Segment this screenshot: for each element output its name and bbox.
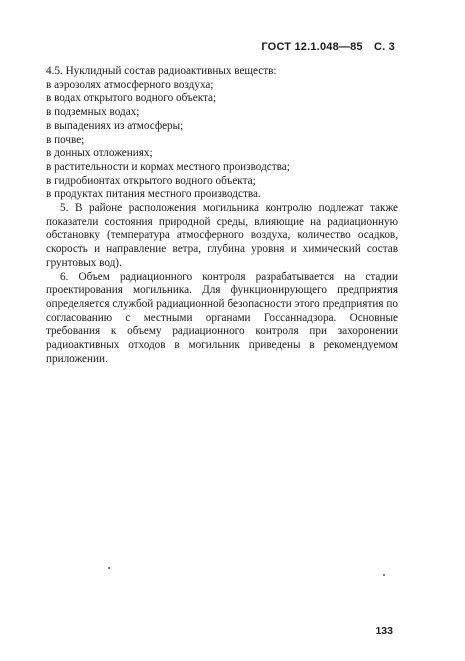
list-item: в растительности и кормах местного производства;: [46, 160, 290, 173]
section-heading: 4.5. Нуклидный состав радиоактивных веществ:: [46, 65, 277, 77]
page-number: 133: [375, 625, 393, 637]
scan-speck: [108, 567, 110, 569]
list-item: в водах открытого водного объекта;: [46, 92, 217, 105]
page-header: [261, 41, 395, 53]
paragraph-5: 5. В районе расположения могильника контролю подлежат также показатели состояния природной среды, влияющие на радиационную обстановку (температура атмосферного воздуха, количество осадков, скорость и направление ветра, глубина уровня и химический состав грунтовых вод).: [46, 202, 398, 269]
document-body: [46, 65, 398, 366]
list-item: в продуктах питания местного производства.: [46, 188, 261, 201]
list-item: в аэрозолях атмосферного воздуха;: [46, 78, 214, 91]
scan-speck: [383, 574, 385, 576]
list-item: в подземных водах;: [46, 106, 140, 119]
list-item: в почве;: [46, 133, 85, 146]
list-item: в гидробионтах открытого водного объекта;: [46, 174, 256, 187]
list-item: в выпадениях из атмосферы;: [46, 119, 184, 132]
paragraph-6: 6. Объем радиационного контроля разрабатывается на стадии проектирования могильника. Для функционирующего предприятия определяется службой радиационной безопасности этого предприятия по согласованию с местными органами Госсаннадзора. Основные требования к объему радиационного контроля при захоронении радиоактивных отходов в могильник приведены в рекомендуемом приложении.: [46, 270, 398, 365]
header-page-label: С. 3: [374, 41, 395, 53]
list-item: в донных отложениях;: [46, 147, 153, 160]
standard-code: ГОСТ 12.1.048—85: [261, 41, 363, 53]
